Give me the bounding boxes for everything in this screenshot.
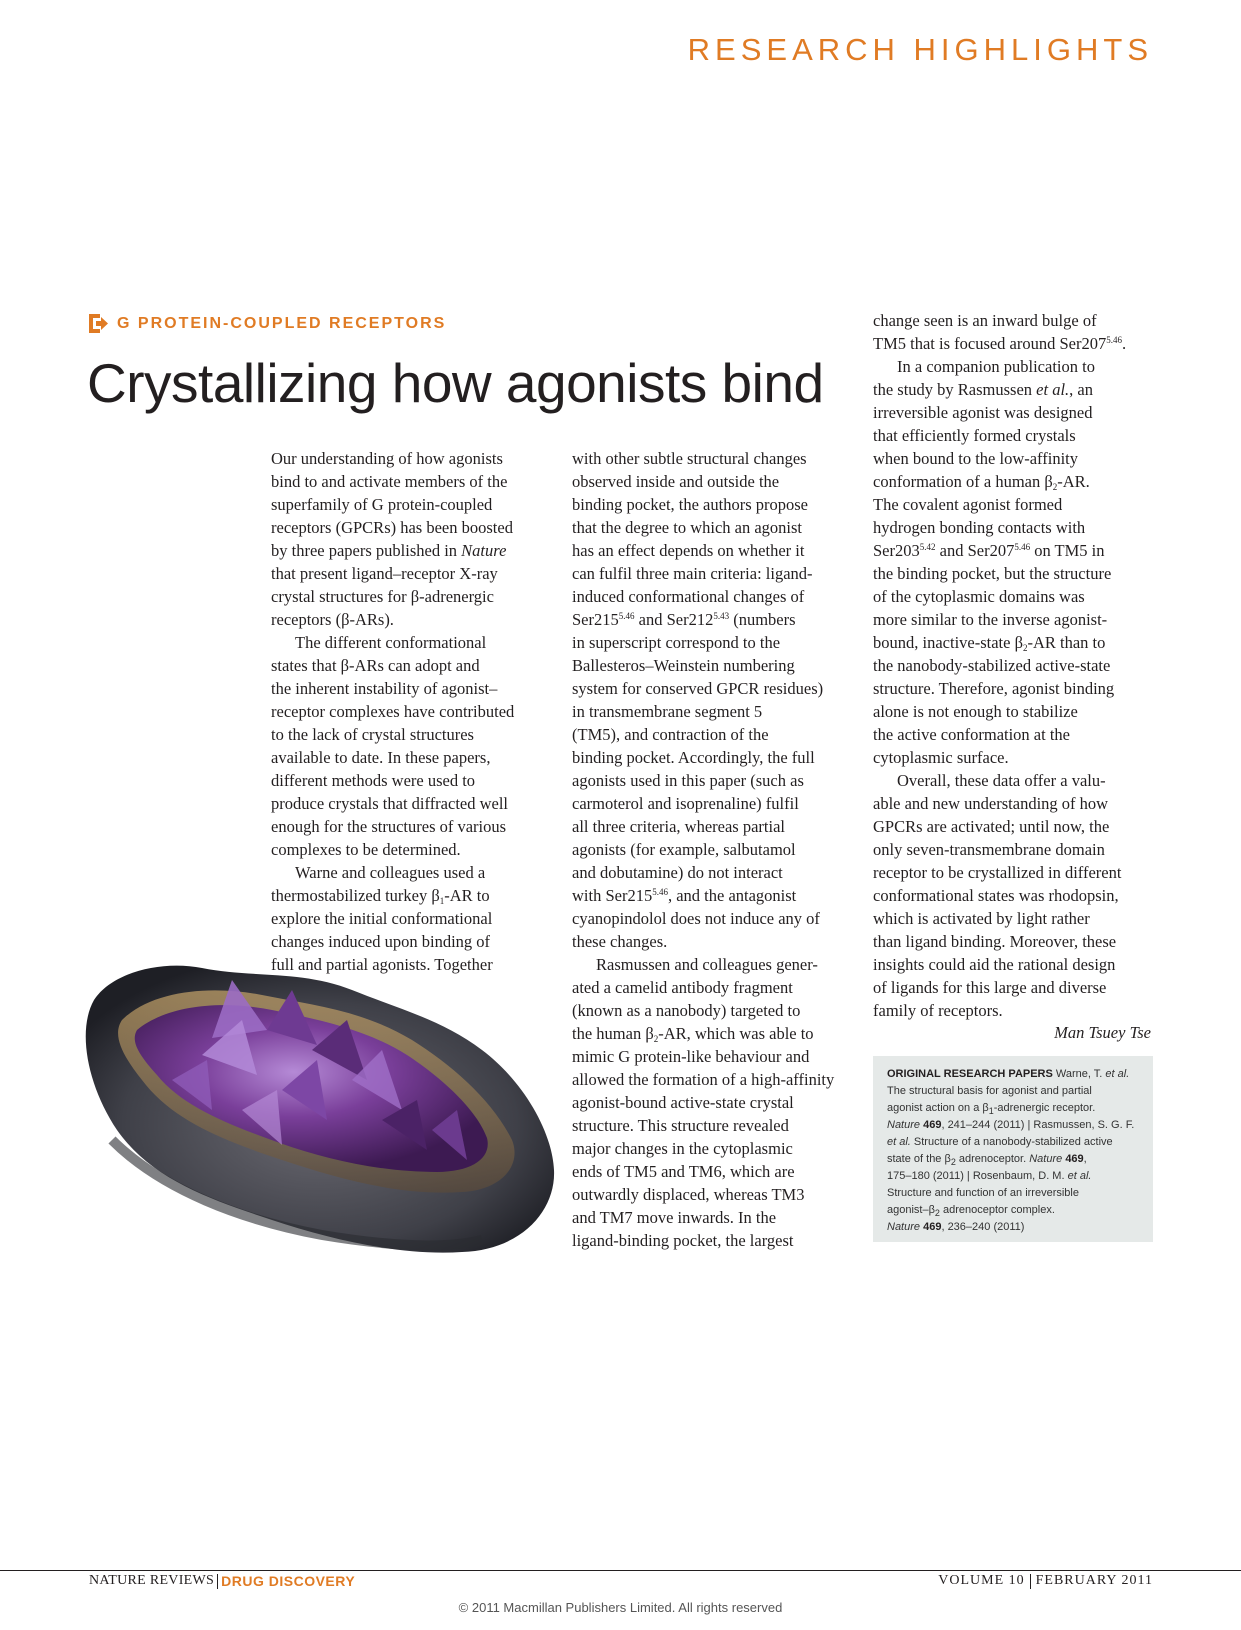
copyright-notice: © 2011 Macmillan Publishers Limited. All rights reserved — [458, 1600, 783, 1615]
text-line: allowed the formation of a high-affinity — [572, 1070, 835, 1089]
text-line: bound, inactive-state $\beta_2-AR$ than to — [873, 633, 1106, 653]
text-line: observed inside and outside the — [572, 472, 780, 491]
text-line: cyanopindolol does not induce any of — [572, 909, 820, 928]
text-line: Rasmussen and colleagues gener- — [596, 955, 818, 974]
text-line: major changes in the cytoplasmic — [572, 1139, 793, 1158]
text-line: full and partial agonists. Together — [271, 955, 493, 974]
text-line: only seven-transmembrane domain — [873, 840, 1105, 859]
article-kicker — [89, 314, 446, 333]
text-line: in transmembrane segment 5 — [572, 702, 763, 721]
reference-line: state of the $\beta_2$ adrenoceptor. Nature 469, — [887, 1153, 1087, 1167]
text-line: agonist-bound active-state crystal — [572, 1093, 794, 1112]
issue-date: FEBRUARY 2011 — [1035, 1573, 1153, 1588]
text-line: of the cytoplasmic domains was — [873, 587, 1085, 606]
text-line: all three criteria, whereas partial — [572, 817, 786, 836]
text-line: which is activated by light rather — [873, 909, 1090, 928]
text-line: states that β-ARs can adopt and — [271, 656, 480, 675]
text-line: structure. Therefore, agonist binding — [873, 679, 1115, 698]
reference-line: ORIGINAL RESEARCH PAPERS Warne, T. et al. — [887, 1068, 1130, 1080]
text-line: crystal structures for β-adrenergic — [271, 587, 494, 606]
text-line: that present ligand–receptor X-ray — [271, 564, 498, 583]
text-line: insights could aid the rational design — [873, 955, 1116, 974]
text-line: GPCRs are activated; until now, the — [873, 817, 1110, 836]
text-line: ends of TM5 and TM6, which are — [572, 1162, 795, 1181]
text-line: (known as a nanobody) targeted to — [572, 1001, 801, 1020]
text-line: changes induced upon binding of — [271, 932, 491, 951]
text-line: different methods were used to — [271, 771, 476, 790]
text-line: The covalent agonist formed — [873, 495, 1063, 514]
text-line: available to date. In these papers, — [271, 748, 491, 767]
text-line: that efficiently formed crystals — [873, 426, 1076, 445]
text-line: explore the initial conformational — [271, 909, 493, 928]
amethyst-crystal-image — [82, 960, 558, 1260]
original-research-papers — [873, 1056, 1153, 1242]
text-line: ated a camelid antibody fragment — [572, 978, 793, 997]
text-line: mimic G protein-like behaviour and — [572, 1047, 810, 1066]
text-line: Ballesteros–Weinstein numbering — [572, 656, 795, 675]
text-line: able and new understanding of how — [873, 794, 1109, 813]
text-line: Warne and colleagues used a — [295, 863, 486, 882]
footer-issue — [938, 1573, 1153, 1589]
body-column-2 — [572, 447, 834, 1252]
text-line: more similar to the inverse agonist- — [873, 610, 1108, 629]
article-title: Crystallizing how agonists bind — [87, 352, 824, 414]
text-line: outwardly displaced, whereas TM3 — [572, 1185, 805, 1204]
text-line: irreversible agonist was designed — [873, 403, 1093, 422]
kicker-label: G PROTEIN-COUPLED RECEPTORS — [117, 314, 447, 332]
reference-line: et al. Structure of a nanobody-stabilized active — [887, 1136, 1113, 1148]
text-line: with other subtle structural changes — [572, 449, 807, 468]
reference-line: Structure and function of an irreversible — [887, 1187, 1079, 1199]
text-line: with $Ser215^{5.46}$, and the antagonist — [572, 886, 797, 905]
text-line: and dobutamine) do not interact — [572, 863, 783, 882]
journal-name: DRUG DISCOVERY — [221, 1573, 356, 1589]
text-line: receptor complexes have contributed — [271, 702, 515, 721]
text-line: system for conserved GPCR residues) — [572, 679, 824, 698]
byline-wrap — [873, 1021, 1151, 1044]
text-line: superfamily of G protein-coupled — [271, 495, 493, 514]
text-line: produce crystals that diffracted well — [271, 794, 509, 813]
text-line: the human $\beta_2-AR$, which was able to — [572, 1024, 814, 1044]
text-line: bind to and activate members of the — [271, 472, 508, 491]
reference-line: Nature 469, 241–244 (2011) | Rasmussen, S. G. F. — [887, 1119, 1135, 1131]
reference-line: The structural basis for agonist and partial — [887, 1085, 1092, 1097]
text-line: the nanobody-stabilized active-state — [873, 656, 1111, 675]
text-line: alone is not enough to stabilize — [873, 702, 1078, 721]
text-line: carmoterol and isoprenaline) fulfil — [572, 794, 799, 813]
text-line: than ligand binding. Moreover, these — [873, 932, 1117, 951]
footer-divider — [0, 1570, 1241, 1571]
text-line: in superscript correspond to the — [572, 633, 781, 652]
text-line: these changes. — [572, 932, 668, 951]
text-line: conformation of a human $\beta_2-AR$. — [873, 472, 1090, 492]
byline: Man Tsuey Tse — [1054, 1023, 1151, 1042]
text-line: TM5 that is focused around $Ser207^{5.46}$. — [873, 334, 1127, 353]
text-line: $Ser203^{5.42}$ and $Ser207^{5.46}$ on TM5 in — [873, 541, 1105, 560]
text-line: $Ser215^{5.46}$ and $Ser212^{5.43}$ (numbers — [572, 610, 796, 629]
text-line: when bound to the low-affinity — [873, 449, 1078, 468]
text-line: receptors (β-ARs). — [271, 610, 394, 629]
text-line: complexes to be determined. — [271, 840, 461, 859]
text-line: thermostabilized turkey $\beta_1-AR$ to — [271, 886, 490, 906]
text-line: The different conformational — [295, 633, 487, 652]
text-line: Our understanding of how agonists — [271, 449, 503, 468]
text-line: receptors (GPCRs) has been boosted — [271, 518, 513, 537]
text-line: change seen is an inward bulge of — [873, 311, 1097, 330]
text-line: the active conformation at the — [873, 725, 1071, 744]
section-header: RESEARCH HIGHLIGHTS — [687, 32, 1153, 67]
text-line: can fulfil three main criteria: ligand- — [572, 564, 813, 583]
text-line: hydrogen bonding contacts with — [873, 518, 1086, 537]
text-line: Overall, these data offer a valu- — [897, 771, 1106, 790]
text-line: ligand-binding pocket, the largest — [572, 1231, 794, 1250]
body-column-3 — [873, 309, 1126, 1022]
text-line: structure. This structure revealed — [572, 1116, 789, 1135]
journal-prefix: NATURE REVIEWS — [89, 1573, 215, 1588]
text-line: agonists used in this paper (such as — [572, 771, 804, 790]
text-line: (TM5), and contraction of the — [572, 725, 769, 744]
text-line: the binding pocket, but the structure — [873, 564, 1112, 583]
reference-line: agonist action on a $\beta_1$-adrenergic receptor. — [887, 1102, 1096, 1116]
body-column-1 — [271, 447, 514, 976]
text-line: the study by Rasmussen et al., an — [873, 380, 1093, 399]
text-line: and TM7 move inwards. In the — [572, 1208, 777, 1227]
text-line: In a companion publication to — [897, 357, 1095, 376]
reference-line: 175–180 (2011) | Rosenbaum, D. M. et al. — [887, 1170, 1092, 1182]
footer-journal — [89, 1573, 355, 1589]
reference-line: Nature 469, 236–240 (2011) — [887, 1221, 1025, 1233]
text-line: has an effect depends on whether it — [572, 541, 805, 560]
text-line: the inherent instability of agonist– — [271, 679, 498, 698]
text-line: agonists (for example, salbutamol — [572, 840, 796, 859]
footer-separator — [1030, 1574, 1031, 1589]
volume-label: VOLUME 10 — [938, 1573, 1025, 1588]
arrow-right-icon — [89, 314, 108, 333]
text-line: binding pocket, the authors propose — [572, 495, 808, 514]
reference-line: agonist–$\beta_2$ adrenoceptor complex. — [887, 1204, 1055, 1218]
text-line: binding pocket. Accordingly, the full — [572, 748, 815, 767]
text-line: of ligands for this large and diverse — [873, 978, 1107, 997]
text-line: to the lack of crystal structures — [271, 725, 474, 744]
text-line: induced conformational changes of — [572, 587, 805, 606]
text-line: cytoplasmic surface. — [873, 748, 1009, 767]
text-line: family of receptors. — [873, 1001, 1003, 1020]
text-line: receptor to be crystallized in different — [873, 863, 1122, 882]
text-line: that the degree to which an agonist — [572, 518, 803, 537]
text-line: by three papers published in Nature — [271, 541, 507, 560]
text-line: conformational states was rhodopsin, — [873, 886, 1119, 905]
footer-separator — [217, 1574, 218, 1589]
text-line: enough for the structures of various — [271, 817, 507, 836]
